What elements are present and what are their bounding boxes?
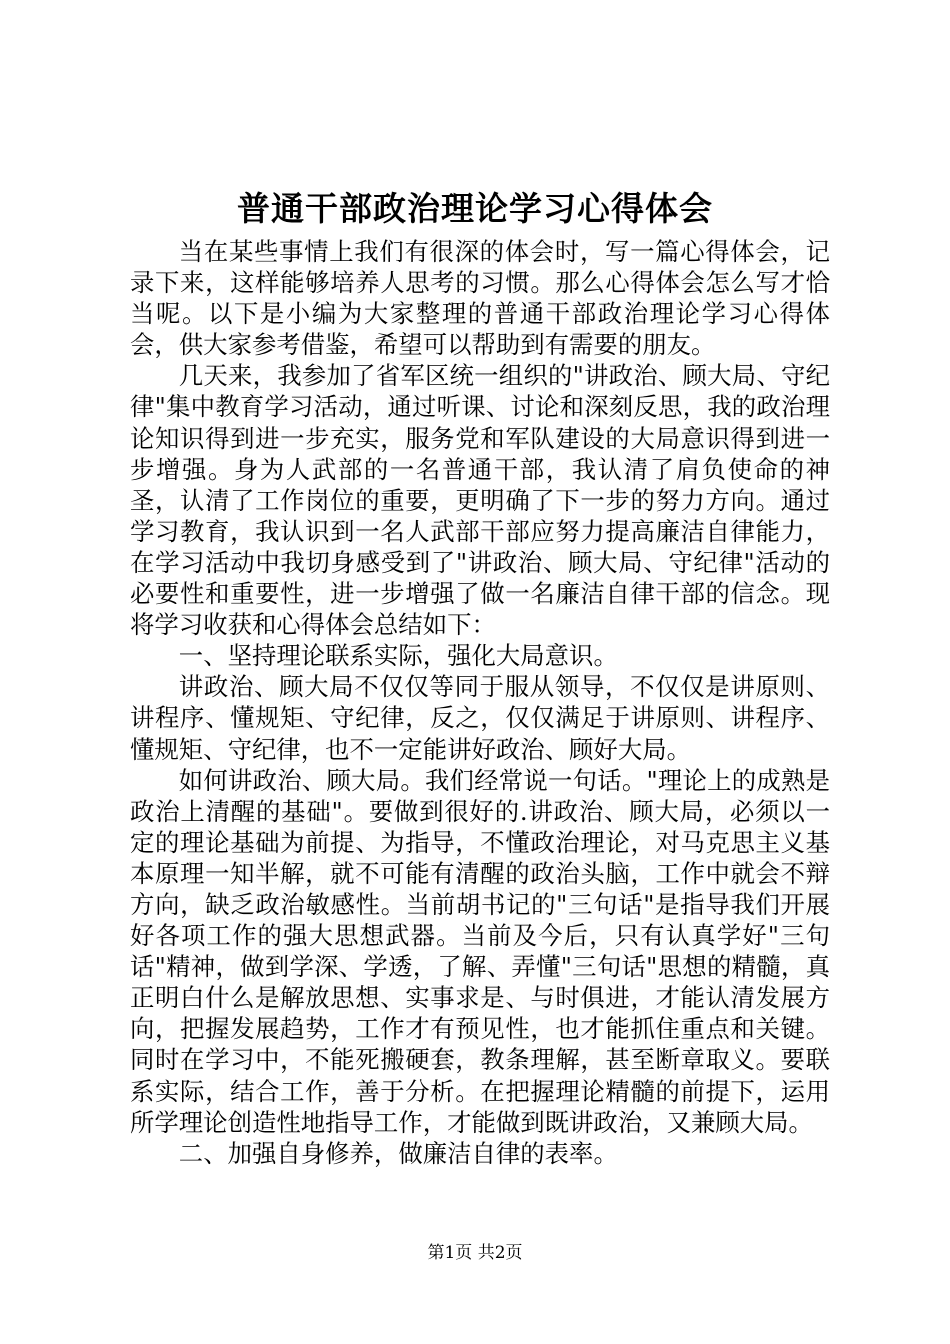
document-title: 普通干部政治理论学习心得体会 xyxy=(237,189,713,228)
page-number-footer: 第1页 共2页 xyxy=(427,1243,523,1263)
paragraph-theory: 如何讲政治、顾大局。我们经常说一句话。"理论上的成熟是政治上清醒的基础"。要做到很好的.讲政治、顾大局，必须以一定的理论基础为前提、为指导，不懂政治理论，对马克思主义基本原理一知半解，就不可能有清醒的政治头脑，工作中就会不辩方向，缺乏政治敏感性。当前胡书记的"三句话"是指导我们开展好各项工作的强大思想武器。当前及今后，只有认真学好"三句话"精神，做到学深、学透，了解、弄懂"三句话"思想的精髓，真正明白什么是解放思想、实事求是、与时俱进，才能认清发展方向，把握发展趋势，工作才有预见性，也才能抓住重点和关键。同时在学习中，不能死搬硬套，教条理解，甚至断章取义。要联系实际，结合工作，善于分析。在把握理论精髓的前提下，运用所学理论创造性地指导工作，才能做到既讲政治，又兼顾大局。 xyxy=(130,765,830,1137)
document-body xyxy=(130,236,830,1169)
paragraph-intro: 当在某些事情上我们有很深的体会时，写一篇心得体会，记录下来，这样能够培养人思考的习惯。那么心得体会怎么写才恰当呢。以下是小编为大家整理的普通干部政治理论学习心得体会，供大家参考借鉴，希望可以帮助到有需要的朋友。 xyxy=(130,237,830,360)
paragraph-politics: 讲政治、顾大局不仅仅等同于服从领导，不仅仅是讲原则、讲程序、懂规矩、守纪律，反之，仅仅满足于讲原则、讲程序、懂规矩、守纪律，也不一定能讲好政治、顾好大局。 xyxy=(130,672,830,764)
section-heading-2: 二、加强自身修养，做廉洁自律的表率。 xyxy=(178,1138,618,1168)
section-heading-1: 一、坚持理论联系实际，强化大局意识。 xyxy=(178,641,618,671)
paragraph-background: 几天来，我参加了省军区统一组织的"讲政治、顾大局、守纪律"集中教育学习活动，通过听课、讨论和深刻反思，我的政治理论知识得到进一步充实，服务党和军队建设的大局意识得到进一步增强。身为人武部的一名普通干部，我认清了肩负使命的神圣，认清了工作岗位的重要，更明确了下一步的努力方向。通过学习教育，我认识到一名人武部干部应努力提高廉洁自律能力，在学习活动中我切身感受到了"讲政治、顾大局、守纪律"活动的必要性和重要性，进一步增强了做一名廉洁自律干部的信念。现将学习收获和心得体会总结如下： xyxy=(130,361,830,640)
